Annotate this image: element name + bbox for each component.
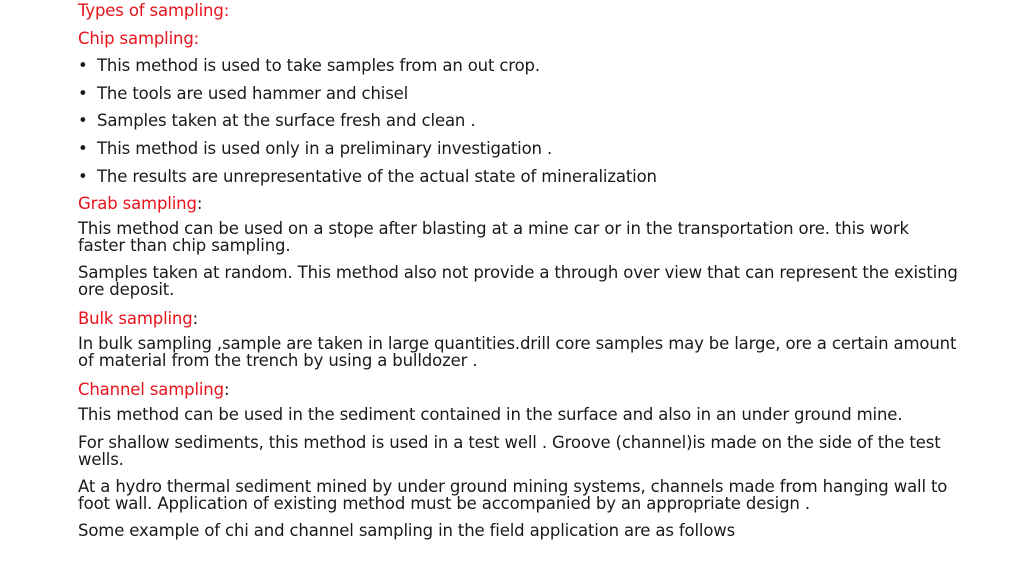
slide-content xyxy=(78,0,958,549)
bulk-sampling-heading-row xyxy=(78,308,958,335)
bulk-paragraph: In bulk sampling ,sample are taken in large quantities.drill core samples may be large, ore a certain amount of material from the trench by using a bulldozer . xyxy=(78,334,957,371)
heading-colon: : xyxy=(192,309,198,329)
channel-paragraph: Some example of chi and channel sampling in the field application are as follows xyxy=(78,520,736,540)
heading-colon: : xyxy=(196,194,203,214)
channel-paragraph: At a hydro thermal sediment mined by under ground mining systems, channels made from hanging wall to foot wall. Application of existing method must be accompanied by an appropriate design . xyxy=(78,476,948,513)
bullet-item: • This method is used only in a preliminary investigation . xyxy=(78,138,958,166)
bullet-item: • This method is used to take samples from an out crop. xyxy=(78,55,958,83)
grab-paragraph: This method can be used on a stope after blasting at a mine car or in the transportation ore. this work faster than chip sampling. xyxy=(78,219,909,256)
bulk-sampling-heading: Bulk sampling xyxy=(78,309,193,329)
grab-sampling-heading: Grab sampling xyxy=(78,194,197,214)
grab-sampling-heading-row xyxy=(78,193,958,220)
channel-sampling-heading-row xyxy=(78,379,958,406)
bullet-item: • The tools are used hammer and chisel xyxy=(78,83,958,111)
channel-paragraph: For shallow sediments, this method is used in a test well . Groove (channel)is made on the side of the test wells. xyxy=(78,432,941,469)
bullet-item: • The results are unrepresentative of the actual state of mineralization xyxy=(78,166,958,194)
heading-colon: : xyxy=(223,380,230,400)
grab-paragraph: Samples taken at random. This method also not provide a through over view that can represent the existing ore deposit. xyxy=(78,263,958,300)
channel-paragraph: This method can be used in the sediment contained in the surface and also in an under ground mine. xyxy=(78,405,903,425)
bullet-item: • Samples taken at the surface fresh and clean . xyxy=(78,110,958,138)
chip-sampling-bullet-list xyxy=(78,55,958,193)
slide-title: Types of sampling: xyxy=(78,1,230,20)
channel-sampling-heading: Channel sampling xyxy=(78,380,224,400)
chip-sampling-heading: Chip sampling: xyxy=(78,28,200,48)
